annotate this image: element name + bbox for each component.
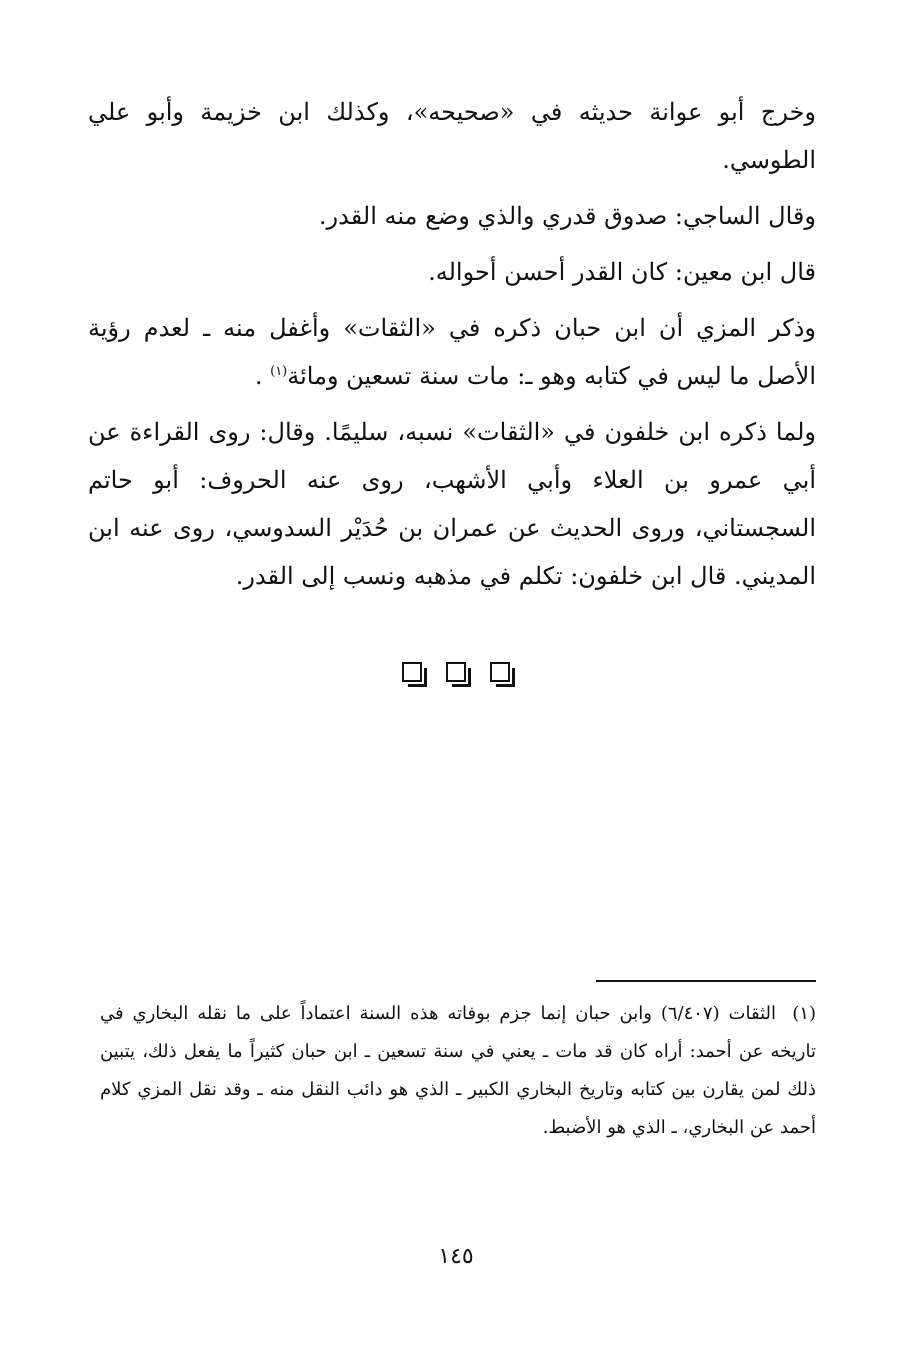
paragraph-4-text: وذكر المزي أن ابن حبان ذكره في «الثقات» وأغفل منه ـ لعدم رؤية الأصل ما ليس في كتابه وهو ـ: مات سنة تسعين ومائة bbox=[88, 314, 816, 390]
paragraph-3: قال ابن معين: كان القدر أحسن أحواله. bbox=[428, 258, 816, 286]
square-ornament-icon bbox=[446, 662, 466, 682]
page-number: ١٤٥ bbox=[438, 1244, 474, 1269]
square-ornament-icon bbox=[402, 662, 422, 682]
footnote-text: الثقات (٦/٤٠٧) وابن حبان إنما جزم بوفاته هذه السنة اعتماداً على ما نقله البخاري في تاريخه عن أحمد: أراه كان قد مات ـ يعني في سنة تسعين ـ ابن حبان كثيراً ما يفعل ذلك، يتبين ذلك لمن يقارن بين كتابه وتاريخ البخاري الكبير ـ الذي هو دائب النقل منه ـ وقد نقل المزي كلام أحمد عن البخاري، ـ الذي هو الأضبط. bbox=[100, 1003, 816, 1138]
paragraph-1: وخرج أبو عوانة حديثه في «صحيحه»، وكذلك ابن خزيمة وأبو علي الطوسي. bbox=[88, 98, 816, 174]
paragraph-4-end: . bbox=[254, 362, 271, 390]
footnote-number: (١) bbox=[792, 1003, 816, 1024]
footnote-reference[interactable]: (١) bbox=[270, 364, 288, 379]
paragraph-4 bbox=[88, 304, 816, 400]
paragraph-2: وقال الساجي: صدوق قدري والذي وضع منه القدر. bbox=[318, 202, 816, 230]
paragraph-5: ولما ذكره ابن خلفون في «الثقات» نسبه، سليمًا. وقال: روى القراءة عن أبي عمرو بن العلاء وأبي الأشهب، روى عنه الحروف: أبو حاتم السجستاني، وروى الحديث عن عمران بن حُدَيْر السدوسي، روى عنه ابن المديني. قال ابن خلفون: تكلم في مذهبه ونسب إلى القدر. bbox=[88, 418, 816, 590]
main-text bbox=[88, 88, 816, 608]
section-divider bbox=[0, 662, 912, 682]
footnote-separator bbox=[596, 980, 816, 982]
square-ornament-icon bbox=[490, 662, 510, 682]
footnote bbox=[100, 995, 816, 1147]
